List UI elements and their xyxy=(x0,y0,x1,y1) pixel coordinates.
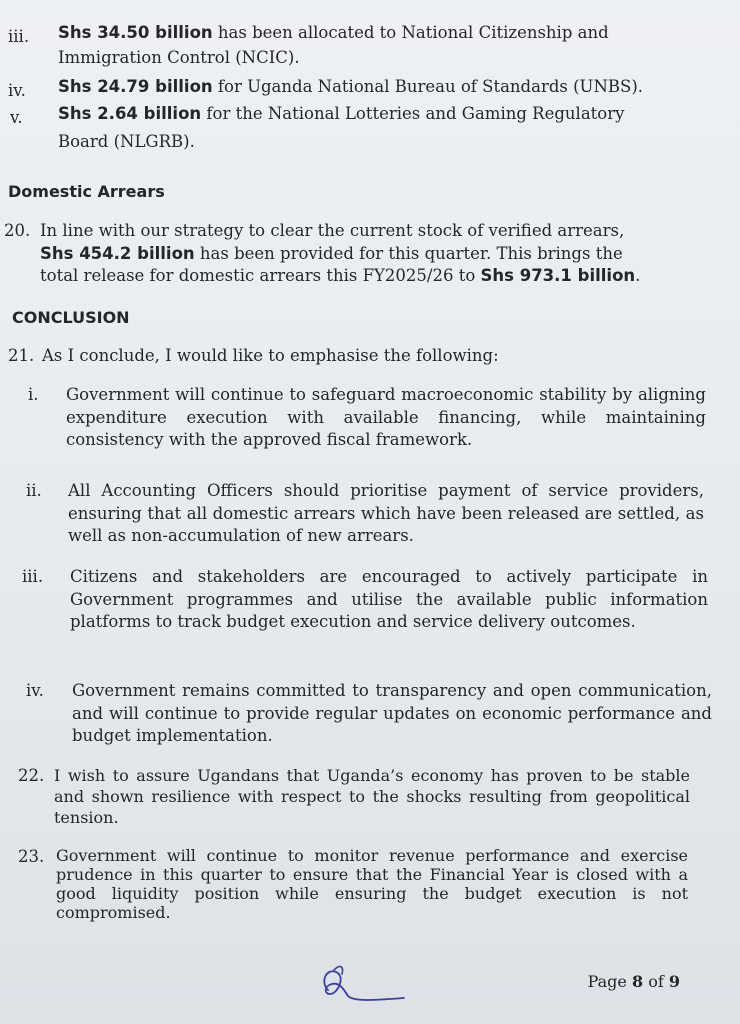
paragraph-23: Government will continue to monitor revenue performance and exercise prudence in this quarter to ensure that the Financial Year is closed with a good liquidity position while ensuring the budget execution is not compromised. xyxy=(56,846,688,922)
list-numeral: v. xyxy=(10,108,23,127)
conclusion-intro: As I conclude, I would like to emphasise the following: xyxy=(42,346,499,365)
point-numeral: iv. xyxy=(26,681,44,700)
point-numeral: i. xyxy=(28,385,39,404)
arrears-amount-total: Shs 973.1 billion xyxy=(480,266,636,285)
paragraph-20-line-1: In line with our strategy to clear the current stock of verified arrears, xyxy=(40,221,625,240)
conclusion-point xyxy=(28,384,708,452)
section-heading-conclusion: CONCLUSION xyxy=(12,308,130,327)
arrears-amount-quarter: Shs 454.2 billion xyxy=(40,244,195,263)
allocation-amount: Shs 24.79 billion xyxy=(58,77,213,96)
page-number-footer xyxy=(588,972,680,991)
point-text: All Accounting Officers should prioritise payment of service providers, ensuring that all domestic arrears which have been released are settled, as well as non-accumulation of new arrears. xyxy=(68,481,704,545)
paragraph-number: 23. xyxy=(18,847,45,866)
page-of-label: of xyxy=(648,972,664,991)
list-numeral: iv. xyxy=(8,81,26,100)
conclusion-point xyxy=(26,680,712,748)
allocation-line xyxy=(58,22,718,44)
section-heading-domestic-arrears: Domestic Arrears xyxy=(8,182,165,201)
arrears-text: total release for domestic arrears this FY2025/26 to xyxy=(40,266,476,285)
paragraph-number: 21. xyxy=(8,346,35,365)
point-text: Government will continue to safeguard macroeconomic stability by aligning expenditure execution with available financing, while maintaining consistency with the approved fiscal framework. xyxy=(66,385,706,449)
allocation-text: for Uganda National Bureau of Standards (UNBS). xyxy=(217,77,644,96)
allocation-amount: Shs 2.64 billion xyxy=(58,104,202,123)
list-numeral: iii. xyxy=(8,27,30,46)
paragraph-20-line-2 xyxy=(40,243,710,266)
point-text: Government remains committed to transparency and open communication, and will continue to provide regular updates on economic performance and budget implementation. xyxy=(72,681,712,745)
conclusion-point xyxy=(26,480,708,548)
arrears-text: has been provided for this quarter. This brings the xyxy=(199,244,623,263)
page-total: 9 xyxy=(668,972,680,991)
allocation-amount: Shs 34.50 billion xyxy=(58,23,213,42)
allocation-line xyxy=(58,76,718,98)
allocation-text: has been allocated to National Citizenship and xyxy=(217,23,609,42)
point-numeral: ii. xyxy=(26,481,42,500)
allocation-text-cont: Immigration Control (NCIC). xyxy=(58,48,300,67)
paragraph-22: I wish to assure Ugandans that Uganda’s economy has proven to be stable and shown resilience with respect to the shocks resulting from geopolitical tension. xyxy=(54,766,690,827)
conclusion-point xyxy=(22,566,710,634)
allocation-text: for the National Lotteries and Gaming Regulatory xyxy=(206,104,625,123)
paragraph-number: 20. xyxy=(4,221,31,240)
allocation-text-cont: Board (NLGRB). xyxy=(58,132,195,151)
signature-mark xyxy=(318,960,408,1006)
point-numeral: iii. xyxy=(22,567,44,586)
page-current: 8 xyxy=(631,972,644,991)
point-text: Citizens and stakeholders are encouraged to actively participate in Government programmes and utilise the available public information platforms to track budget execution and service delivery outcomes. xyxy=(70,567,708,631)
arrears-text-end: . xyxy=(635,266,641,285)
allocation-line xyxy=(58,103,718,125)
paragraph-20-line-3 xyxy=(40,265,710,288)
paragraph-number: 22. xyxy=(18,766,45,785)
page-label: Page xyxy=(587,972,627,991)
